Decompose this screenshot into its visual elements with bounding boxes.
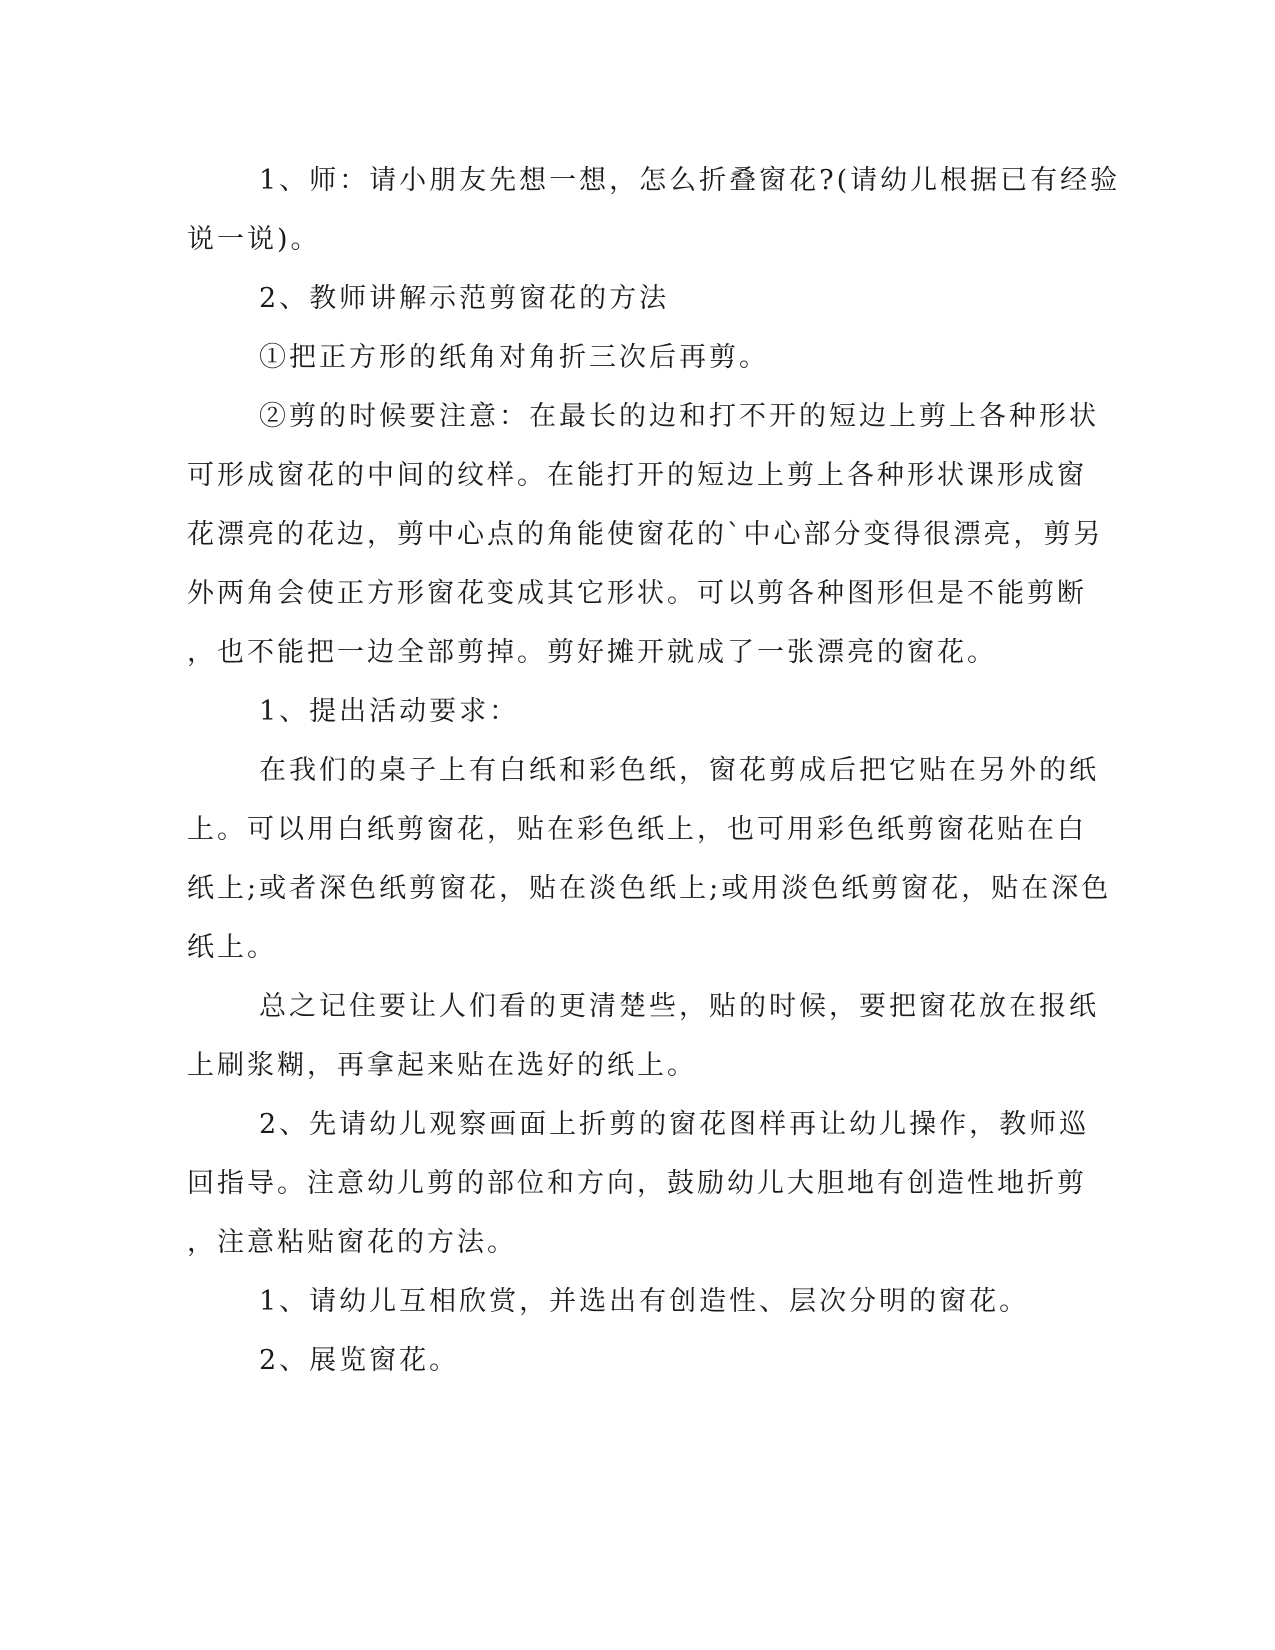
text-line: 可形成窗花的中间的纹样。在能打开的短边上剪上各种形状课形成窗 bbox=[187, 460, 1087, 491]
text-line: ，注意粘贴窗花的方法。 bbox=[187, 1227, 517, 1258]
text-line: 说一说)。 bbox=[187, 224, 321, 255]
text-line: 回指导。注意幼儿剪的部位和方向，鼓励幼儿大胆地有创造性地折剪 bbox=[187, 1168, 1087, 1199]
text-line: 纸上。 bbox=[187, 932, 277, 963]
text-line: ②剪的时候要注意：在最长的边和打不开的短边上剪上各种形状 bbox=[259, 401, 1099, 432]
text-line: 在我们的桌子上有白纸和彩色纸，窗花剪成后把它贴在另外的纸 bbox=[259, 755, 1099, 786]
text-line: 1、提出活动要求： bbox=[259, 696, 520, 727]
text-line: 上。可以用白纸剪窗花，贴在彩色纸上，也可用彩色纸剪窗花贴在白 bbox=[187, 814, 1087, 845]
text-line: 2、展览窗花。 bbox=[259, 1345, 460, 1376]
text-line: 1、师：请小朋友先想一想，怎么折叠窗花?(请幼儿根据已有经验 bbox=[259, 165, 1121, 196]
text-line: ①把正方形的纸角对角折三次后再剪。 bbox=[259, 342, 769, 373]
text-line: 2、教师讲解示范剪窗花的方法 bbox=[259, 283, 670, 314]
text-line: 2、先请幼儿观察画面上折剪的窗花图样再让幼儿操作，教师巡 bbox=[259, 1109, 1090, 1140]
text-line: 上刷浆糊，再拿起来贴在选好的纸上。 bbox=[187, 1050, 697, 1081]
text-line: 花漂亮的花边，剪中心点的角能使窗花的`中心部分变得很漂亮，剪另 bbox=[187, 519, 1104, 550]
text-line: ，也不能把一边全部剪掉。剪好摊开就成了一张漂亮的窗花。 bbox=[187, 637, 997, 668]
text-line: 总之记住要让人们看的更清楚些，贴的时候，要把窗花放在报纸 bbox=[259, 991, 1099, 1022]
text-line: 纸上;或者深色纸剪窗花，贴在淡色纸上;或用淡色纸剪窗花，贴在深色 bbox=[187, 873, 1112, 904]
text-line: 1、请幼儿互相欣赏，并选出有创造性、层次分明的窗花。 bbox=[259, 1286, 1030, 1317]
text-line: 外两角会使正方形窗花变成其它形状。可以剪各种图形但是不能剪断 bbox=[187, 578, 1087, 609]
